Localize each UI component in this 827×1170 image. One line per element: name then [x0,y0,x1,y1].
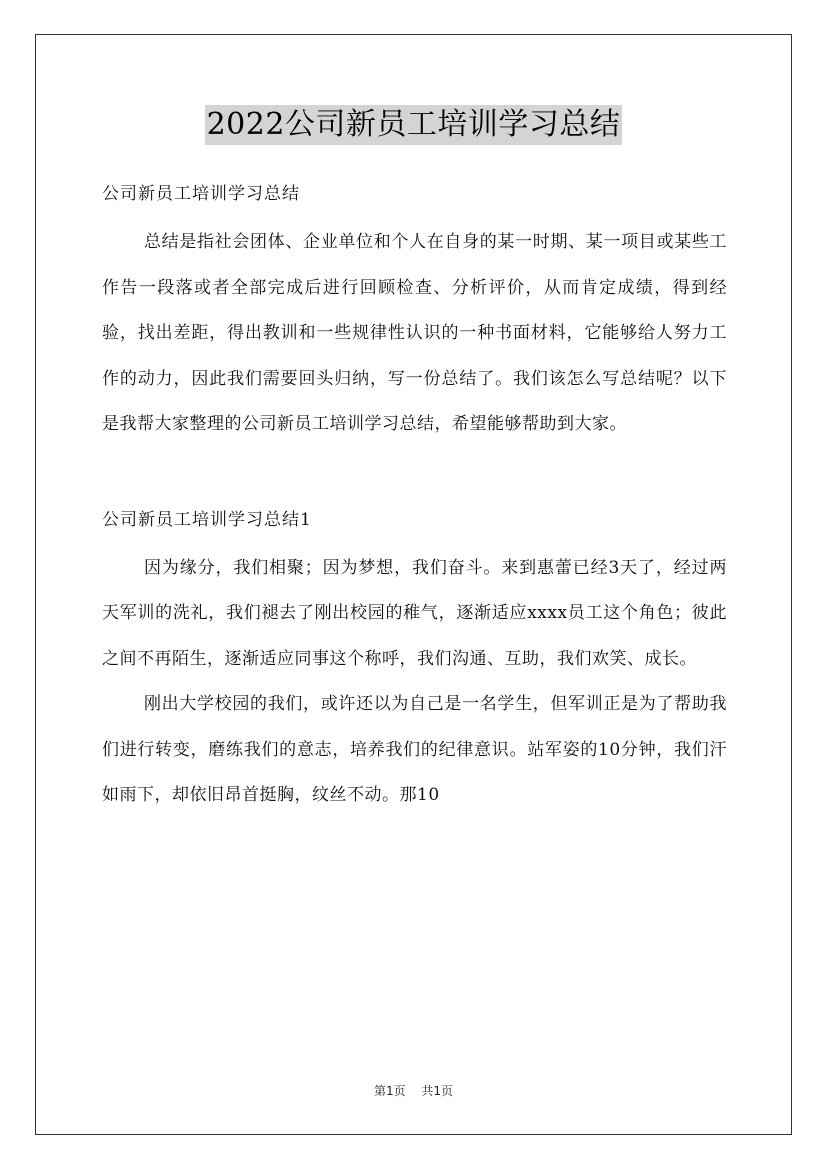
body-paragraph-2: 刚出大学校园的我们，或许还以为自己是一名学生，但军训正是为了帮助我们进行转变，磨练我们的意志，培养我们的纪律意识。站军姿的10分钟，我们汗如雨下，却依旧昂首挺胸，纹丝不动。那10 [102,694,727,805]
page-number: 第1页 [373,1084,406,1098]
section-gap [102,448,727,504]
body-paragraph-1: 因为缘分，我们相聚；因为梦想，我们奋斗。来到惠蕾已经3天了，经过两天军训的洗礼，我们褪去了刚出校园的稚气，逐渐适应xxxx员工这个角色；彼此之间不再陌生，逐渐适应同事这个称呼，我们沟通、互助，我们欢笑、成长。 [102,557,727,669]
intro-paragraph: 总结是指社会团体、企业单位和个人在自身的某一时期、某一项目或某些工作告一段落或者全部完成后进行回顾检查、分析评价，从而肯定成绩，得到经验，找出差距，得出教训和一些规律性认识的一种书面材料，它能够给人努力工作的动力，因此我们需要回头归纳，写一份总结了。我们该怎么写总结呢？以下是我帮大家整理的公司新员工培训学习总结，希望能够帮助到大家。 [102,232,727,434]
subtitle: 公司新员工培训学习总结 [102,184,300,204]
page-footer [0,1083,827,1099]
document-title-text: 2022公司新员工培训学习总结 [205,105,623,145]
page-total: 共1页 [421,1084,454,1098]
section-heading: 公司新员工培训学习总结1 [102,509,312,530]
document-body [102,178,727,819]
document-title [0,104,827,145]
